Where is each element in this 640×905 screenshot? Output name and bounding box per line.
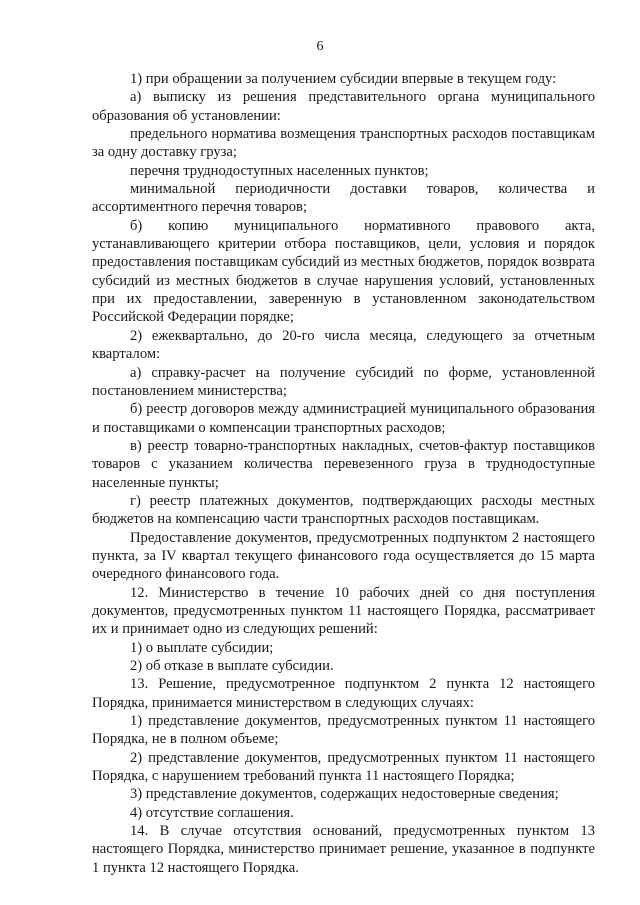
paragraph-1a-list: перечня труднодоступных населенных пунктов; [130, 162, 429, 179]
paragraph-13: 13. Решение, предусмотренное подпунктом 2 пункта 12 настоящего Порядка, принимается министерством в следующих случаях: [92, 676, 595, 711]
paragraph-13-3: 3) представление документов, содержащих недостоверные сведения; [130, 786, 559, 803]
page-number: 6 [316, 39, 324, 54]
paragraph-2v: в) реестр товарно-транспортных накладных, счетов-фактур поставщиков товаров с указанием количества перевезенного груза в труднодоступные населенные пункты; [92, 437, 595, 491]
paragraph-14: 14. В случае отсутствия оснований, предусмотренных пунктом 13 настоящего Порядка, министерство принимает решение, указанное в подпункте 1 пункта 12 настоящего Порядка. [92, 823, 595, 876]
paragraph-q4-deadline: Предоставление документов, предусмотренных подпунктом 2 настоящего пункта, за IV квартал текущего финансового года осуществляется до 15 марта очередного финансового года. [92, 529, 595, 583]
paragraph-12-1: 1) о выплате субсидии; [130, 639, 274, 656]
paragraph-12-2: 2) об отказе в выплате субсидии. [130, 658, 334, 674]
paragraph-12: 12. Министерство в течение 10 рабочих дней со дня поступления документов, предусмотренных пунктом 11 настоящего Порядка, рассматривает их и принимает одно из следующих решений: [92, 584, 595, 638]
paragraph-1a-norm: предельного норматива возмещения транспортных расходов поставщикам за одну доставку груза; [92, 126, 595, 161]
paragraph-2b: б) реестр договоров между администрацией муниципального образования и поставщиками о компенсации транспортных расходов; [92, 401, 595, 436]
paragraph-1-intro: 1) при обращении за получением субсидии впервые в текущем году: [130, 71, 557, 87]
paragraph-13-2: 2) представление документов, предусмотренных пунктом 11 настоящего Порядка, с нарушением требований пункта 11 настоящего Порядка; [92, 749, 595, 785]
paragraph-13-1: 1) представление документов, предусмотренных пунктом 11 настоящего Порядка, не в полном объеме; [92, 713, 595, 748]
paragraph-2-intro: 2) ежеквартально, до 20-го числа месяца, следующего за отчетным кварталом: [92, 327, 595, 363]
paragraph-1a-periodicity: минимальной периодичности доставки товаров, количества и ассортиментного перечня товаров; [92, 181, 595, 216]
paragraph-2g: г) реестр платежных документов, подтверждающих расходы местных бюджетов на компенсацию части транспортных расходов поставщикам. [92, 492, 595, 528]
paragraph-1b: б) копию муниципального нормативного правового акта, устанавливающего критерии отбора поставщиков, цели, условия и порядок предоставления поставщикам субсидий из местных бюджетов, порядок возврата субсидий из местных бюджетов в случае нарушения условий, установленных при их предоставлении, заверенную в установленном законодательством Российской Федерации порядке; [92, 217, 595, 326]
paragraph-2a: а) справку-расчет на получение субсидий по форме, установленной постановлением министерства; [92, 364, 595, 399]
paragraph-1a: а) выписку из решения представительного органа муниципального образования об установлении: [92, 89, 595, 124]
paragraph-13-4: 4) отсутствие соглашения. [130, 804, 294, 821]
document-body [92, 70, 595, 877]
